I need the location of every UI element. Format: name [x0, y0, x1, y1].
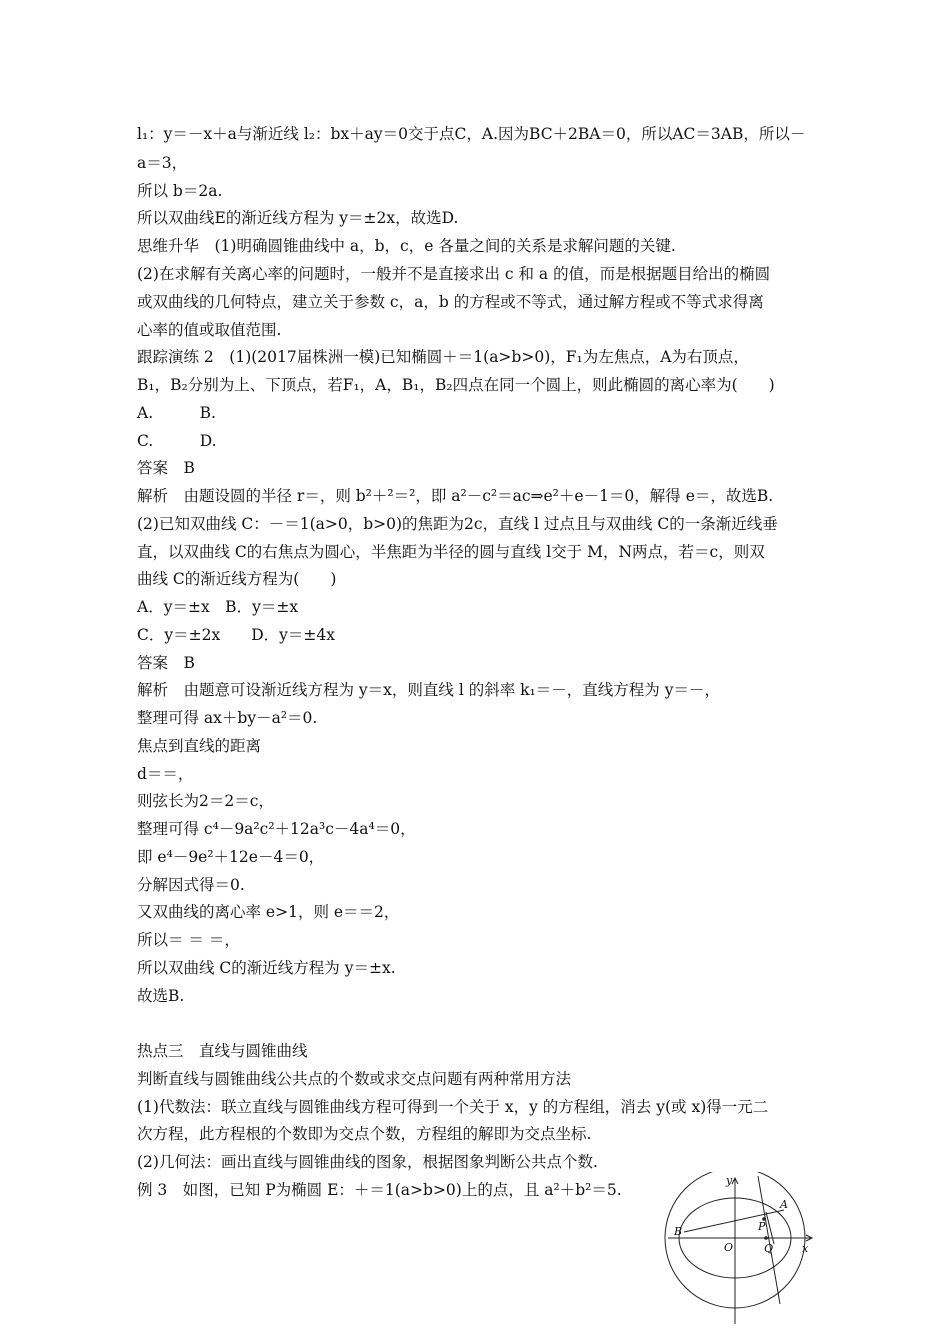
text-line: 分解因式得＝0. [137, 876, 245, 894]
label-a: A [780, 1198, 788, 1211]
text-line: 例 3 如图，已知 P为椭圆 E：＋＝1(a>b>0)上的点，且 a²＋b²＝5. [137, 1181, 622, 1199]
text-line: 所以 b＝2a. [137, 182, 223, 200]
text-line: 或双曲线的几何特点，建立关于参数 c，a，b 的方程或不等式，通过解方程或不等式求得离 [137, 293, 764, 311]
text-line: 所以双曲线 C的渐近线方程为 y＝±x. [137, 959, 396, 977]
text-line: 曲线 C的渐近线方程为( ) [137, 570, 337, 588]
text-line: 解析 由题意可设渐近线方程为 y＝x，则直线 l 的斜率 k₁＝－，直线方程为 y＝－， [137, 681, 720, 699]
text-line: a＝3， [137, 154, 188, 172]
text-line: 又双曲线的离心率 e>1，则 e＝＝2， [137, 903, 400, 921]
text-line: (2)几何法：画出直线与圆锥曲线的图象，根据图象判断公共点个数. [137, 1153, 598, 1171]
text-line: A. B. [137, 404, 216, 422]
text-line: 解析 由题设圆的半径 r＝，则 b²＋²＝²，即 a²－c²＝ac⇒e²＋e－1＝0，解得 e＝，故选B. [137, 487, 774, 505]
text-line: 即 e⁴－9e²＋12e－4＝0， [137, 848, 325, 866]
label-p: P [758, 1220, 766, 1233]
line-ba [684, 1210, 784, 1232]
text-line: 答案 B [137, 459, 195, 477]
text-line: A．y＝±x B．y＝±x [137, 598, 299, 616]
text-line: 答案 B [137, 654, 195, 672]
text-line: C．y＝±2x D．y＝±4x [137, 626, 335, 644]
text-line: 判断直线与圆锥曲线公共点的个数或求交点问题有两种常用方法 [137, 1070, 572, 1088]
text-line: 所以双曲线E的渐近线方程为 y＝±2x，故选D. [137, 209, 459, 227]
text-line: (1)代数法：联立直线与圆锥曲线方程可得到一个关于 x，y 的方程组，消去 y(或 x)得一元二 [137, 1098, 769, 1116]
text-line: 心率的值或取值范围. [137, 321, 282, 339]
text-line: (2)在求解有关离心率的问题时，一般并不是直接求出 c 和 a 的值，而是根据题目给出的椭圆 [137, 265, 771, 283]
text-line: 直，以双曲线 C的右焦点为圆心，半焦距为半径的圆与直线 l交于 M，N两点，若＝c，则双 [137, 543, 765, 561]
label-q: Q [764, 1242, 774, 1255]
text-line: 所以＝ ＝ ＝， [137, 931, 240, 949]
text-line: 思维升华 (1)明确圆锥曲线中 a，b，c，e 各量之间的关系是求解问题的关键. [137, 237, 676, 255]
label-x: x [802, 1242, 809, 1255]
text-line: 则弦长为2＝2＝c， [137, 792, 274, 810]
text-line: 焦点到直线的距离 [137, 737, 262, 755]
text-line: B₁，B₂分别为上、下顶点，若F₁，A，B₁，B₂四点在同一个圆上，则此椭圆的离心率为( ) [137, 376, 775, 394]
text-line: 整理可得 c⁴－9a²c²＋12a³c－4a⁴＝0， [137, 820, 416, 838]
text-line: 整理可得 ax＋by－a²＝0. [137, 709, 318, 727]
section-heading: 热点三 直线与圆锥曲线 [137, 1042, 308, 1060]
label-b: B [674, 1225, 683, 1238]
text-line: d＝＝， [137, 765, 194, 783]
text-line: (2)已知双曲线 C：－＝1(a>0，b>0)的焦距为2c，直线 l 过点且与双曲线 C的一条渐近线垂 [137, 515, 778, 533]
text-line: 故选B. [137, 987, 185, 1005]
ellipse-figure [662, 1172, 822, 1332]
text-line: 次方程，此方程根的个数即为交点个数，方程组的解即为交点坐标. [137, 1125, 592, 1143]
line-pq [758, 1176, 780, 1304]
label-o: O [724, 1241, 734, 1254]
text-line: 跟踪演练 2 (1)(2017届株洲一模)已知椭圆＋＝1(a>b>0)，F₁为左焦点，A为右顶点， [137, 348, 749, 366]
point-q [764, 1236, 768, 1240]
label-y: y [726, 1174, 733, 1187]
text-line: C. D. [137, 432, 217, 450]
text-line: l₁：y＝－x＋a与渐近线 l₂：bx＋ay＝0交于点C，A.因为BC＋2BA＝0，所以AC＝3AB，所以－ [137, 125, 806, 143]
